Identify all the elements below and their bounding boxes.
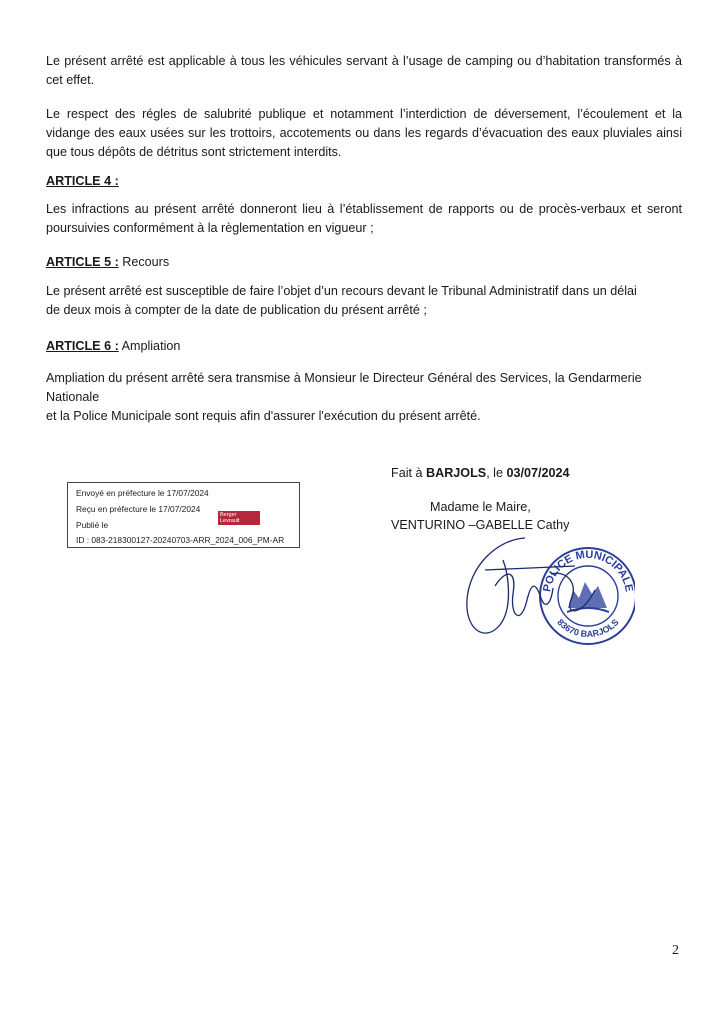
article-6-heading xyxy=(46,337,180,355)
paragraph-salubrity: Le respect des régles de salubrité publique et notamment l’interdiction de déversement, l’écoulement et la vidange des eaux usées sur les trottoirs, accotements ou dans les regards d’évacuation des eaux pluviales ainsi que tous dépôts de détritus sont strictement interdits. xyxy=(46,107,682,159)
recours-line-1: Le présent arrêté est susceptible de faire l’objet d’un recours devant le Tribunal Administratif dans un délai xyxy=(46,284,637,298)
stamp-recu: Reçu en préfecture le 17/07/2024 xyxy=(76,504,201,514)
ampliation-line-2: et la Police Municipale sont requis afin d'assurer l'exécution du présent arrêté. xyxy=(46,409,481,423)
stamp-publie: Publié le xyxy=(76,520,109,530)
article-6-label: ARTICLE 6 : xyxy=(46,339,119,353)
seal-text-top: POLICE MUNICIPALE xyxy=(541,548,635,593)
signature-place-date xyxy=(391,466,570,480)
seal-text-bottom: 83670 BARJOLS xyxy=(555,617,621,640)
fait-prefix: Fait à xyxy=(391,466,426,480)
page-number: 2 xyxy=(672,943,679,958)
signatory-name: VENTURINO –GABELLE Cathy xyxy=(391,518,570,532)
paragraph-recours xyxy=(46,282,682,320)
signatory-title: Madame le Maire, xyxy=(430,500,531,514)
signature-and-seal xyxy=(455,530,635,660)
article-5-heading xyxy=(46,253,169,271)
article-5-label: ARTICLE 5 : xyxy=(46,255,119,269)
paragraph-infractions: Les infractions au présent arrêté donneront lieu à l’établissement de rapports ou de procès-verbaux et seront poursuivies conformément à la règlementation en vigueur ; xyxy=(46,202,682,235)
svg-text:83670 BARJOLS xyxy=(555,617,620,639)
logo-line-1: Berger xyxy=(220,512,237,518)
paragraph-applicability: Le présent arrêté est applicable à tous les véhicules servant à l’usage de camping ou d’habitation transformés à cet effet. xyxy=(46,54,682,87)
paragraph-ampliation xyxy=(46,369,682,426)
date-prefix: , le xyxy=(486,466,507,480)
signature-place: BARJOLS xyxy=(426,466,487,480)
article-4-label: ARTICLE 4 : xyxy=(46,174,119,188)
stamp-id: ID : 083-218300127-20240703-ARR_2024_006_PM-AR xyxy=(76,535,285,545)
svg-text:POLICE MUNICIPALE xyxy=(541,549,635,593)
stamp-envoye: Envoyé en préfecture le 17/07/2024 xyxy=(76,488,209,498)
ampliation-line-1: Ampliation du présent arrêté sera transmise à Monsieur le Directeur Général des Services, la Gendarmerie Nationale xyxy=(46,371,642,404)
logo-line-2: Levrault xyxy=(220,518,240,524)
article-4-heading xyxy=(46,172,119,190)
berger-levrault-logo xyxy=(218,511,260,525)
article-5-title: Recours xyxy=(118,255,170,269)
official-seal-icon xyxy=(540,548,635,644)
recours-line-2: de deux mois à compter de la date de publication du présent arrêté ; xyxy=(46,303,427,317)
prefecture-stamp xyxy=(67,482,300,548)
article-6-title: Ampliation xyxy=(118,339,181,353)
signature-date: 03/07/2024 xyxy=(506,466,570,480)
